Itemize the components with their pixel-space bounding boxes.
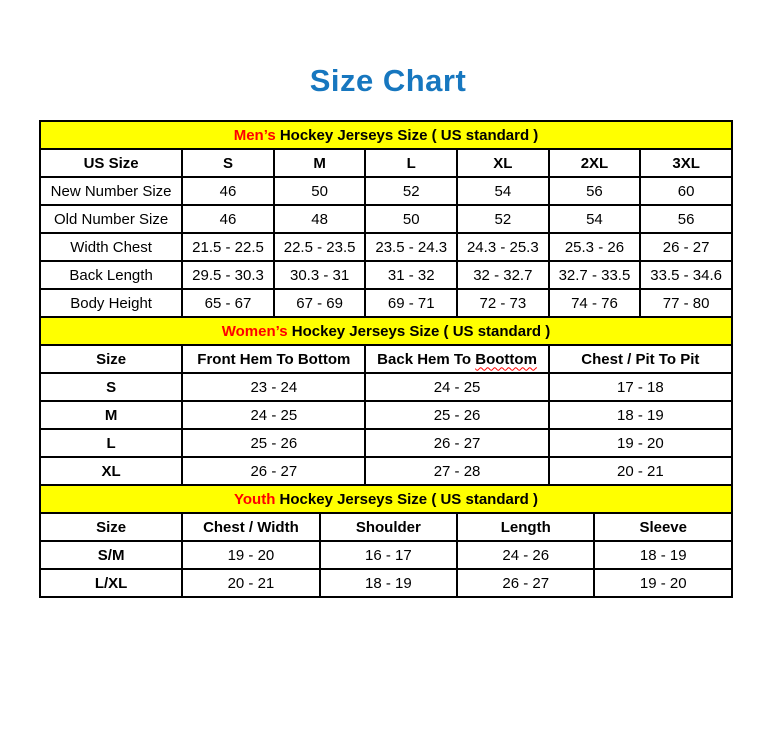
row-label: Width Chest bbox=[40, 233, 182, 261]
value-cell: 25.3 - 26 bbox=[549, 233, 641, 261]
column-header: Sleeve bbox=[594, 513, 732, 541]
womens-section-accent: Women’s bbox=[221, 322, 288, 340]
value-cell: 18 - 19 bbox=[549, 401, 732, 429]
row-label: L bbox=[40, 429, 182, 457]
youth-table-body bbox=[40, 513, 732, 597]
column-header: Back Hem To Boottom bbox=[365, 345, 548, 373]
column-header: S bbox=[182, 149, 274, 177]
table-row bbox=[40, 205, 732, 233]
column-header: XL bbox=[457, 149, 549, 177]
value-cell: 50 bbox=[274, 177, 366, 205]
column-header: 2XL bbox=[549, 149, 641, 177]
value-cell: 19 - 20 bbox=[182, 541, 319, 569]
table-row bbox=[40, 261, 732, 289]
value-cell: 25 - 26 bbox=[182, 429, 365, 457]
page bbox=[0, 63, 776, 598]
value-cell: 29.5 - 30.3 bbox=[182, 261, 274, 289]
mens-section-title: Hockey Jerseys Size ( US standard ) bbox=[275, 126, 539, 144]
column-header: Shoulder bbox=[320, 513, 457, 541]
youth-section-header bbox=[40, 485, 732, 513]
value-cell: 56 bbox=[549, 177, 641, 205]
value-cell: 50 bbox=[365, 205, 457, 233]
value-cell: 31 - 32 bbox=[365, 261, 457, 289]
value-cell: 22.5 - 23.5 bbox=[274, 233, 366, 261]
value-cell: 30.3 - 31 bbox=[274, 261, 366, 289]
value-cell: 67 - 69 bbox=[274, 289, 366, 317]
table-row bbox=[40, 289, 732, 317]
section-header-row bbox=[40, 485, 732, 513]
column-header: Length bbox=[457, 513, 594, 541]
value-cell: 27 - 28 bbox=[365, 457, 548, 485]
value-cell: 33.5 - 34.6 bbox=[640, 261, 732, 289]
youth-section-accent: Youth bbox=[234, 490, 276, 508]
value-cell: 54 bbox=[457, 177, 549, 205]
value-cell: 56 bbox=[640, 205, 732, 233]
column-header: Chest / Width bbox=[182, 513, 319, 541]
value-cell: 32 - 32.7 bbox=[457, 261, 549, 289]
table-row bbox=[40, 233, 732, 261]
mens-section-header bbox=[40, 121, 732, 149]
womens-table-body bbox=[40, 345, 732, 485]
column-header: 3XL bbox=[640, 149, 732, 177]
value-cell: 24.3 - 25.3 bbox=[457, 233, 549, 261]
column-header-row bbox=[40, 513, 732, 541]
value-cell: 32.7 - 33.5 bbox=[549, 261, 641, 289]
column-header: US Size bbox=[40, 149, 182, 177]
table-row bbox=[40, 401, 732, 429]
value-cell: 18 - 19 bbox=[320, 569, 457, 597]
value-cell: 23 - 24 bbox=[182, 373, 365, 401]
table-row bbox=[40, 541, 732, 569]
column-header: L bbox=[365, 149, 457, 177]
value-cell: 26 - 27 bbox=[457, 569, 594, 597]
value-cell: 26 - 27 bbox=[365, 429, 548, 457]
row-label: S bbox=[40, 373, 182, 401]
value-cell: 54 bbox=[549, 205, 641, 233]
value-cell: 52 bbox=[365, 177, 457, 205]
row-label: M bbox=[40, 401, 182, 429]
row-label: Old Number Size bbox=[40, 205, 182, 233]
mens-section-accent: Men’s bbox=[233, 126, 276, 144]
table-row bbox=[40, 373, 732, 401]
youth-size-table bbox=[39, 484, 733, 598]
value-cell: 77 - 80 bbox=[640, 289, 732, 317]
value-cell: 23.5 - 24.3 bbox=[365, 233, 457, 261]
mens-size-table bbox=[39, 120, 733, 318]
value-cell: 20 - 21 bbox=[549, 457, 732, 485]
value-cell: 48 bbox=[274, 205, 366, 233]
row-label: S/M bbox=[40, 541, 182, 569]
column-header-row bbox=[40, 345, 732, 373]
row-label: Body Height bbox=[40, 289, 182, 317]
value-cell: 74 - 76 bbox=[549, 289, 641, 317]
table-row bbox=[40, 569, 732, 597]
value-cell: 21.5 - 22.5 bbox=[182, 233, 274, 261]
value-cell: 18 - 19 bbox=[594, 541, 732, 569]
value-cell: 46 bbox=[182, 177, 274, 205]
table-row bbox=[40, 457, 732, 485]
value-cell: 24 - 26 bbox=[457, 541, 594, 569]
size-chart bbox=[39, 120, 776, 598]
section-header-row bbox=[40, 317, 732, 345]
section-header-row bbox=[40, 121, 732, 149]
column-header: Size bbox=[40, 345, 182, 373]
row-label: L/XL bbox=[40, 569, 182, 597]
value-cell: 25 - 26 bbox=[365, 401, 548, 429]
value-cell: 60 bbox=[640, 177, 732, 205]
row-label: Back Length bbox=[40, 261, 182, 289]
column-header: Chest / Pit To Pit bbox=[549, 345, 732, 373]
value-cell: 72 - 73 bbox=[457, 289, 549, 317]
table-row bbox=[40, 429, 732, 457]
value-cell: 24 - 25 bbox=[182, 401, 365, 429]
womens-section-header bbox=[40, 317, 732, 345]
mens-table-body bbox=[40, 149, 732, 317]
page-title: Size Chart bbox=[309, 63, 467, 98]
value-cell: 65 - 67 bbox=[182, 289, 274, 317]
misspelled-word: Boottom bbox=[475, 350, 537, 368]
value-cell: 19 - 20 bbox=[594, 569, 732, 597]
value-cell: 16 - 17 bbox=[320, 541, 457, 569]
value-cell: 17 - 18 bbox=[549, 373, 732, 401]
column-header: Front Hem To Bottom bbox=[182, 345, 365, 373]
row-label: XL bbox=[40, 457, 182, 485]
column-header: M bbox=[274, 149, 366, 177]
value-cell: 26 - 27 bbox=[640, 233, 732, 261]
value-cell: 46 bbox=[182, 205, 274, 233]
value-cell: 69 - 71 bbox=[365, 289, 457, 317]
value-cell: 20 - 21 bbox=[182, 569, 319, 597]
womens-section-title: Hockey Jerseys Size ( US standard ) bbox=[287, 322, 551, 340]
value-cell: 24 - 25 bbox=[365, 373, 548, 401]
womens-size-table bbox=[39, 316, 733, 486]
value-cell: 52 bbox=[457, 205, 549, 233]
column-header: Size bbox=[40, 513, 182, 541]
table-row bbox=[40, 177, 732, 205]
column-header-row bbox=[40, 149, 732, 177]
row-label: New Number Size bbox=[40, 177, 182, 205]
youth-section-title: Hockey Jerseys Size ( US standard ) bbox=[275, 490, 538, 508]
value-cell: 19 - 20 bbox=[549, 429, 732, 457]
value-cell: 26 - 27 bbox=[182, 457, 365, 485]
